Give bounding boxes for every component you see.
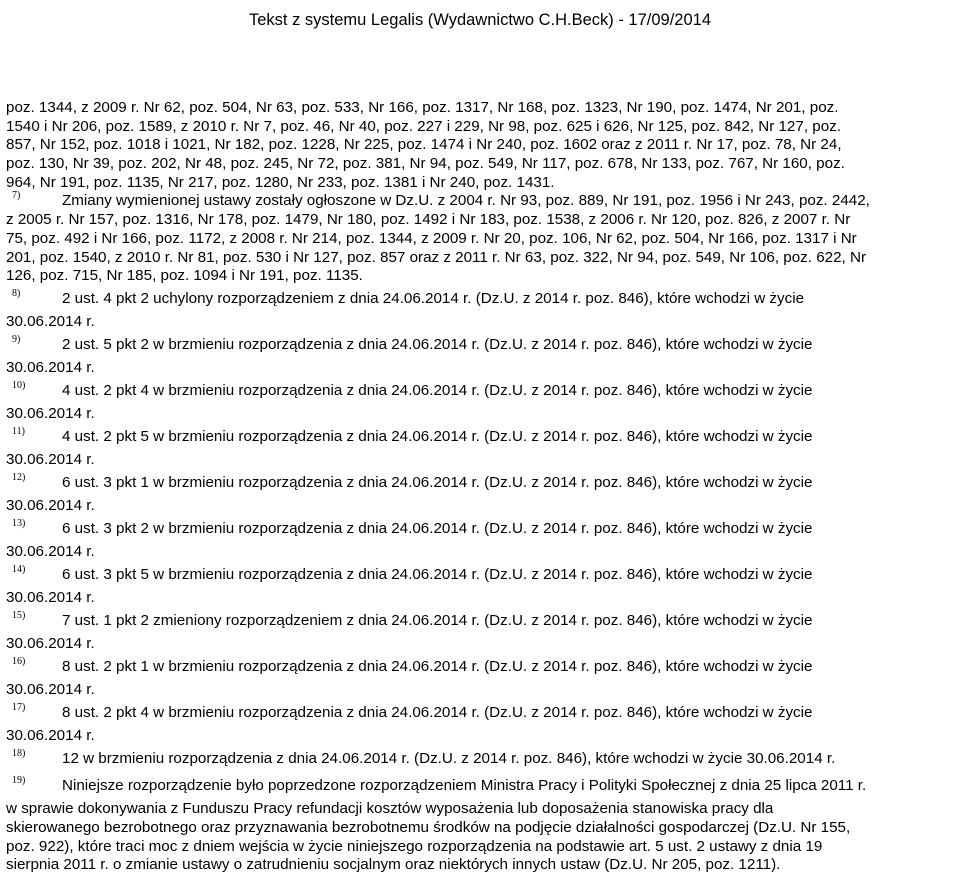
footnote-continuation: 126, poz. 715, Nr 185, poz. 1094 i Nr 191, poz. 1135.: [6, 267, 363, 285]
text-line: 964, Nr 191, poz. 1135, Nr 217, poz. 1280, Nr 233, poz. 1381 i Nr 240, poz. 1431.: [6, 173, 555, 191]
footnote-text: 2 ust. 5 pkt 2 w brzmieniu rozporządzenia z dnia 24.06.2014 r. (Dz.U. z 2014 r. poz. 846), które wchodzi w życie: [62, 336, 813, 354]
footnote-first-line: [6, 654, 956, 681]
footnote-first-line: [6, 700, 956, 727]
footnote-continuation: 30.06.2014 r.: [6, 313, 95, 331]
footnote-continuation: 30.06.2014 r.: [6, 451, 95, 469]
footnote-13: [6, 516, 956, 562]
footnote-16: [6, 654, 956, 700]
footnote-continuation: w sprawie dokonywania z Funduszu Pracy refundacji kosztów wyposażenia lub doposażenia stanowiska pracy dla: [6, 800, 774, 818]
footnote-first-line: [6, 424, 956, 451]
footnote-marker: 18): [12, 747, 26, 759]
footnote-marker: 19): [12, 775, 26, 787]
footnote-continuation: 201, poz. 1540, z 2010 r. Nr 81, poz. 530 i Nr 127, poz. 857 oraz z 2011 r. Nr 63, poz. 322, Nr 94, poz. 549, Nr 106, poz. 622, Nr: [6, 248, 867, 266]
footnote-7: [6, 192, 956, 285]
footnote-continuation: 30.06.2014 r.: [6, 635, 95, 653]
footnote-18: [6, 746, 956, 773]
text-line: 1540 i Nr 206, poz. 1589, z 2010 r. Nr 7, poz. 46, Nr 40, poz. 227 i 229, Nr 98, poz. 625 i 626, Nr 125, poz. 842, Nr 127, poz.: [6, 117, 841, 135]
footnote-marker: 17): [12, 701, 26, 713]
footnote-continuation: z 2005 r. Nr 157, poz. 1316, Nr 178, poz. 1479, Nr 180, poz. 1492 i Nr 183, poz. 1538, z 2006 r. Nr 120, poz. 826, z 2007 r. Nr: [6, 211, 851, 229]
footnote-text: 2 ust. 4 pkt 2 uchylony rozporządzeniem z dnia 24.06.2014 r. (Dz.U. z 2014 r. poz. 846), które wchodzi w życie: [62, 290, 805, 308]
footnote-19: [6, 773, 956, 875]
footnote-marker: 14): [12, 563, 26, 575]
footnote-first-line: [6, 516, 956, 543]
footnote-continuation: 30.06.2014 r.: [6, 681, 95, 699]
footnote-marker: 13): [12, 517, 26, 529]
footnote-text: 12 w brzmieniu rozporządzenia z dnia 24.06.2014 r. (Dz.U. z 2014 r. poz. 846), które wchodzi w życie 30.06.2014 r.: [62, 750, 836, 768]
footnote-marker: 16): [12, 655, 26, 667]
text-line: 857, Nr 152, poz. 1018 i 1021, Nr 182, poz. 1228, Nr 225, poz. 1474 i Nr 240, poz. 1602 oraz z 2011 r. Nr 17, poz. 78, Nr 24,: [6, 136, 842, 154]
footnote-continuation: 75, poz. 492 i Nr 166, poz. 1172, z 2008 r. Nr 214, poz. 1344, z 2009 r. Nr 20, poz. 106, Nr 62, poz. 504, Nr 166, poz. 1317 i Nr: [6, 229, 857, 247]
footnote-14: [6, 562, 956, 608]
footnote-continuation: 30.06.2014 r.: [6, 359, 95, 377]
footnote-first-line: [6, 332, 956, 359]
footnote-marker: 12): [12, 471, 26, 483]
footnote-17: [6, 700, 956, 746]
footnote-12: [6, 470, 956, 516]
document-body: [6, 99, 956, 875]
footnote-first-line: [6, 192, 956, 211]
footnote-15: [6, 608, 956, 654]
footnote-continuation: poz. 922), które traci moc z dniem wejścia w życie niniejszego rozporządzenia na podstawie art. 5 ust. 2 ustawy z dnia 19: [6, 837, 823, 855]
intro-paragraph: [6, 99, 956, 192]
footnote-continuation: 30.06.2014 r.: [6, 727, 95, 745]
footnote-marker: 10): [12, 379, 26, 391]
footnote-text: 6 ust. 3 pkt 5 w brzmieniu rozporządzenia z dnia 24.06.2014 r. (Dz.U. z 2014 r. poz. 846), które wchodzi w życie: [62, 566, 813, 584]
footnote-marker: 11): [12, 425, 25, 437]
footnote-text: 8 ust. 2 pkt 1 w brzmieniu rozporządzenia z dnia 24.06.2014 r. (Dz.U. z 2014 r. poz. 846), które wchodzi w życie: [62, 658, 813, 676]
footnote-8: [6, 286, 956, 332]
text-line: poz. 1344, z 2009 r. Nr 62, poz. 504, Nr 63, poz. 533, Nr 166, poz. 1317, Nr 168, poz. 1323, Nr 190, poz. 1474, Nr 201, poz.: [6, 99, 839, 116]
footnote-text: 6 ust. 3 pkt 2 w brzmieniu rozporządzenia z dnia 24.06.2014 r. (Dz.U. z 2014 r. poz. 846), które wchodzi w życie: [62, 520, 813, 538]
footnote-first-line: [6, 470, 956, 497]
text-line: poz. 130, Nr 39, poz. 202, Nr 48, poz. 245, Nr 72, poz. 381, Nr 94, poz. 549, Nr 117, poz. 678, Nr 133, poz. 767, Nr 160, poz.: [6, 155, 845, 173]
footnote-marker: 7): [12, 190, 21, 202]
footnote-continuation: 30.06.2014 r.: [6, 543, 95, 561]
footnote-9: [6, 332, 956, 378]
footnote-first-line: [6, 562, 956, 589]
footnote-continuation: sierpnia 2011 r. o zmianie ustawy o zatrudnieniu socjalnym oraz niektórych innych ustaw (Dz.U. Nr 205, poz. 1211).: [6, 856, 781, 874]
footnote-continuation: 30.06.2014 r.: [6, 497, 95, 515]
footnote-text: Zmiany wymienionej ustawy zostały ogłoszone w Dz.U. z 2004 r. Nr 93, poz. 889, Nr 191, poz. 1956 i Nr 243, poz. 2442,: [62, 192, 870, 210]
footnote-marker: 8): [12, 287, 21, 299]
footnote-continuation: skierowanego bezrobotnego oraz przyznawania bezrobotnemu środków na podjęcie działalności gospodarczej (Dz.U. Nr 155,: [6, 819, 851, 836]
footnote-text: 6 ust. 3 pkt 1 w brzmieniu rozporządzenia z dnia 24.06.2014 r. (Dz.U. z 2014 r. poz. 846), które wchodzi w życie: [62, 474, 813, 492]
footnote-continuation: 30.06.2014 r.: [6, 589, 95, 607]
footnote-first-line: [6, 608, 956, 635]
footnote-text: 4 ust. 2 pkt 4 w brzmieniu rozporządzenia z dnia 24.06.2014 r. (Dz.U. z 2014 r. poz. 846), które wchodzi w życie: [62, 382, 813, 400]
footnote-text: 7 ust. 1 pkt 2 zmieniony rozporządzeniem z dnia 24.06.2014 r. (Dz.U. z 2014 r. poz. 846), które wchodzi w życie: [62, 612, 813, 630]
footnote-text: Niniejsze rozporządzenie było poprzedzone rozporządzeniem Ministra Pracy i Polityki Społecznej z dnia 25 lipca 2011 r.: [62, 777, 867, 795]
footnote-text: 8 ust. 2 pkt 4 w brzmieniu rozporządzenia z dnia 24.06.2014 r. (Dz.U. z 2014 r. poz. 846), które wchodzi w życie: [62, 704, 813, 722]
footnote-10: [6, 378, 956, 424]
footnote-first-line: [6, 746, 956, 773]
footnote-marker: 9): [12, 333, 21, 345]
page-header: Tekst z systemu Legalis (Wydawnictwo C.H.Beck) - 17/09/2014: [248, 11, 712, 29]
footnote-first-line: [6, 773, 956, 800]
footnote-11: [6, 424, 956, 470]
footnote-first-line: [6, 286, 956, 313]
footnote-text: 4 ust. 2 pkt 5 w brzmieniu rozporządzenia z dnia 24.06.2014 r. (Dz.U. z 2014 r. poz. 846), które wchodzi w życie: [62, 428, 813, 446]
footnote-marker: 15): [12, 609, 26, 621]
footnote-continuation: 30.06.2014 r.: [6, 405, 95, 423]
footnote-first-line: [6, 378, 956, 405]
